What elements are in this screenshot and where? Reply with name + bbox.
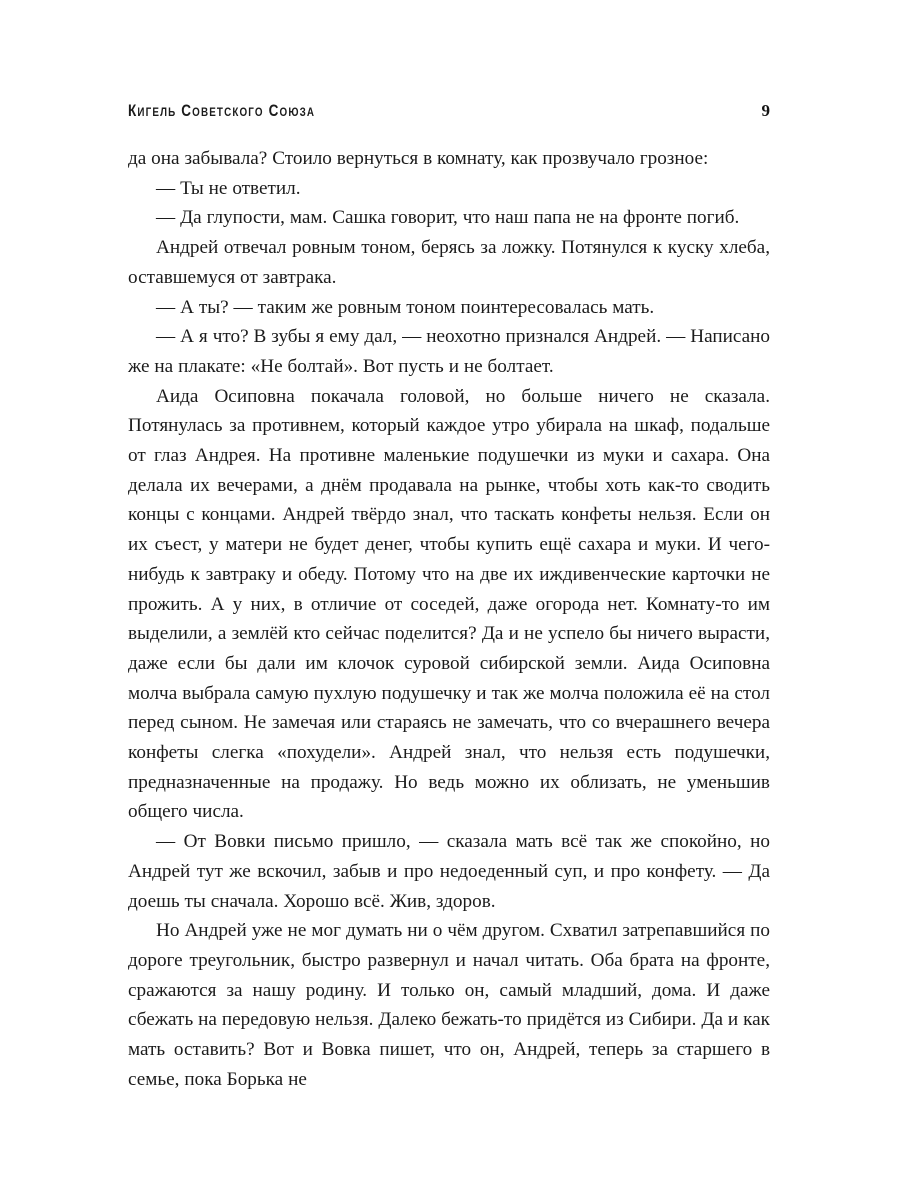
paragraph: да она забывала? Стоило вернуться в комнату, как прозвучало грозное: bbox=[128, 148, 709, 169]
paragraph: Андрей отвечал ровным тоном, берясь за ложку. Потянулся к куску хлеба, оставшемуся от завтрака. bbox=[128, 237, 770, 288]
paragraph: — От Вовки письмо пришло, — сказала мать всё так же спокойно, но Андрей тут же вскочил, забыв и про недоеденный суп, и про конфету. — Да доешь ты сначала. Хорошо всё. Жив, здоров. bbox=[128, 831, 770, 912]
paragraph: — Да глупости, мам. Сашка говорит, что наш папа не на фронте погиб. bbox=[156, 207, 740, 229]
paragraph: Аида Осиповна покачала головой, но больше ничего не сказала. Потянулась за противнем, который каждое утро убирала на шкаф, подальше от глаз Андрея. На противне маленькие подушечки из муки и сахара. Она делала их вечерами, а днём продавала на рынке, чтобы хоть как-то сводить концы с концами. Андрей твёрдо знал, что таскать конфеты нельзя. Если он их съест, у матери не будет денег, чтобы купить ещё сахара и муки. И чего-нибудь к завтраку и обеду. Потому что на две их иждивенческие карточки не прожить. А у них, в отличие от соседей, даже огорода нет. Комнату-то им выделили, а землёй кто сейчас поделится? Да и не успело бы ничего вырасти, даже если бы дали им клочок суровой сибирской земли. Аида Осиповна молча выбрала самую пухлую подушечку и так же молча положила её на стол перед сыном. Не замечая или стараясь не замечать, что со вчерашнего вечера конфеты слегка «похудели». Андрей знал, что нельзя есть подушечки, предназначенные на продажу. Но ведь можно их облизать, не уменьшив общего числа. bbox=[128, 385, 770, 823]
body-text bbox=[128, 144, 770, 1095]
page-number: 9 bbox=[761, 101, 770, 120]
running-head-title: Кигель Советского Союза bbox=[128, 102, 316, 120]
paragraph: — А ты? — таким же ровным тоном поинтересовалась мать. bbox=[156, 296, 655, 318]
paragraph: — А я что? В зубы я ему дал, — неохотно признался Андрей. — Написано же на плакате: «Не болтай». Вот пусть и не болтает. bbox=[128, 326, 770, 377]
running-head bbox=[128, 101, 770, 127]
paragraph: Но Андрей уже не мог думать ни о чём другом. Схватил затрепавшийся по дороге треугольник, быстро развернул и начал читать. Оба брата на фронте, сражаются за нашу родину. И только он, самый младший, дома. И даже сбежать на передовую нельзя. Далеко бежать-то придётся из Сибири. Да и как мать оставить? Вот и Вовка пишет, что он, Андрей, теперь за старшего в семье, пока Борька не bbox=[128, 920, 770, 1090]
paragraph: — Ты не ответил. bbox=[156, 177, 301, 199]
